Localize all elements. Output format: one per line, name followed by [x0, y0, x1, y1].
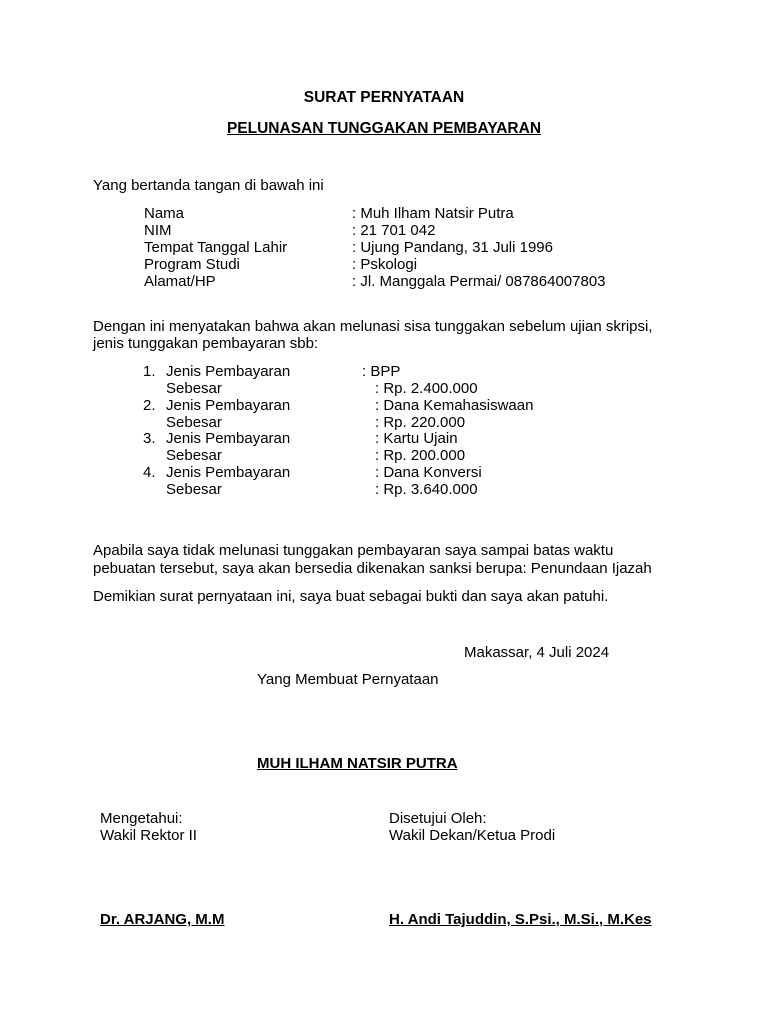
identity-value: : Ujung Pandang, 31 Juli 1996 — [352, 239, 553, 256]
left-signer-role: Mengetahui: — [100, 810, 183, 827]
payment-amount-value: : Rp. 200.000 — [375, 447, 466, 464]
right-signer-title: Wakil Dekan/Ketua Prodi — [389, 827, 556, 844]
left-signer-title: Wakil Rektor II — [100, 827, 197, 844]
right-signer-role: Disetujui Oleh: — [389, 810, 487, 827]
left-signer-name: Dr. ARJANG, M.M — [100, 911, 225, 928]
maker-label: Yang Membuat Pernyataan — [257, 671, 439, 688]
identity-label: Program Studi — [144, 256, 240, 273]
payment-type-value: : BPP — [362, 363, 401, 380]
identity-value: : 21 701 042 — [352, 222, 436, 239]
identity-value: : Pskologi — [352, 256, 418, 273]
payment-type-label: Jenis Pembayaran — [166, 430, 291, 447]
identity-value: : Muh Ilham Natsir Putra — [352, 205, 514, 222]
right-signer-name: H. Andi Tajuddin, S.Psi., M.Si., M.Kes — [389, 911, 652, 928]
payment-type-label: Jenis Pembayaran — [166, 464, 291, 481]
payment-type-label: Jenis Pembayaran — [166, 363, 291, 380]
intro-text: Yang bertanda tangan di bawah ini — [93, 177, 324, 194]
consequence-line-1: Apabila saya tidak melunasi tunggakan pembayaran saya sampai batas waktu — [93, 542, 614, 559]
payment-amount-label: Sebesar — [166, 414, 222, 431]
payment-number: 2. — [143, 397, 156, 414]
payment-number: 4. — [143, 464, 156, 481]
payment-amount-value: : Rp. 3.640.000 — [375, 481, 478, 498]
payment-amount-label: Sebesar — [166, 380, 222, 397]
document-subtitle: PELUNASAN TUNGGAKAN PEMBAYARAN — [226, 120, 542, 137]
payment-type-value: : Kartu Ujain — [375, 430, 458, 447]
identity-label: Tempat Tanggal Lahir — [144, 239, 288, 256]
identity-value: : Jl. Manggala Permai/ 087864007803 — [352, 273, 606, 290]
payment-type-label: Jenis Pembayaran — [166, 397, 291, 414]
statement-line-1: Dengan ini menyatakan bahwa akan melunasi sisa tunggakan sebelum ujian skripsi, — [93, 318, 653, 335]
document-title: SURAT PERNYATAAN — [303, 89, 465, 106]
identity-label: NIM — [144, 222, 172, 239]
payment-amount-label: Sebesar — [166, 447, 222, 464]
payment-amount-label: Sebesar — [166, 481, 222, 498]
place-date: Makassar, 4 Juli 2024 — [464, 644, 610, 661]
payment-number: 1. — [143, 363, 156, 380]
consequence-line-2: pebuatan tersebut, saya akan bersedia dikenakan sanksi berupa: Penundaan Ijazah — [93, 560, 652, 577]
maker-name: MUH ILHAM NATSIR PUTRA — [257, 755, 458, 772]
payment-amount-value: : Rp. 220.000 — [375, 414, 466, 431]
payment-type-value: : Dana Kemahasiswaan — [375, 397, 534, 414]
payment-type-value: : Dana Konversi — [375, 464, 482, 481]
statement-line-2: jenis tunggakan pembayaran sbb: — [93, 335, 319, 352]
identity-label: Nama — [144, 205, 185, 222]
payment-amount-value: : Rp. 2.400.000 — [375, 380, 478, 397]
identity-label: Alamat/HP — [144, 273, 216, 290]
payment-number: 3. — [143, 430, 156, 447]
closing-text: Demikian surat pernyataan ini, saya buat sebagai bukti dan saya akan patuhi. — [93, 588, 609, 605]
